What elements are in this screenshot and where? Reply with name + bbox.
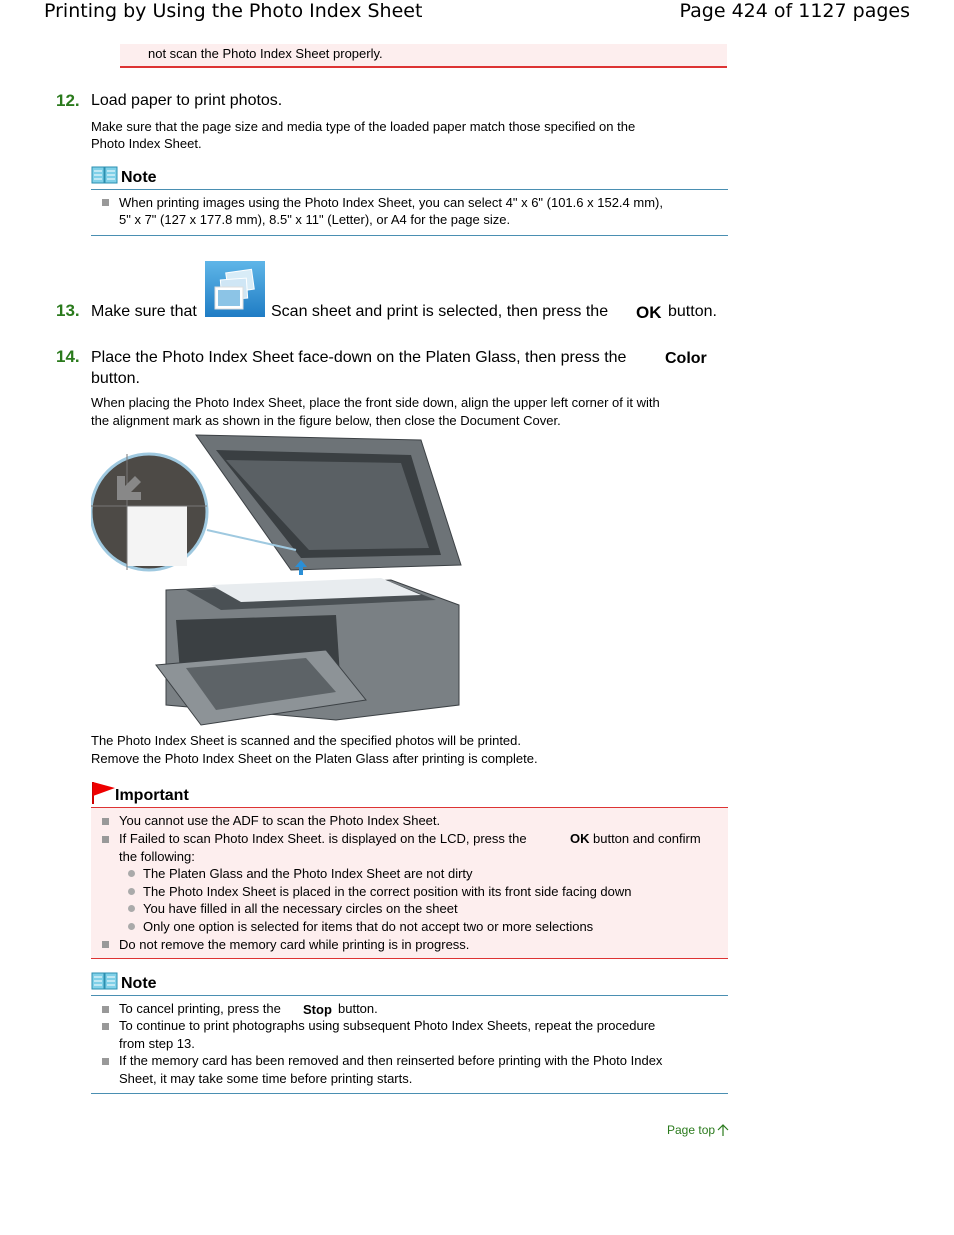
- note-1-line-2: 5" x 7" (127 x 177.8 mm), 8.5" x 11" (Letter), or A4 for the page size.: [119, 212, 511, 227]
- after-figure-line-2: Remove the Photo Index Sheet on the Platen Glass after printing is complete.: [91, 751, 538, 766]
- note-1-line-1: When printing images using the Photo Index Sheet, you can select 4" x 6" (101.6 x 152.4 mm),: [119, 195, 663, 210]
- note-2-item-1a: To cancel printing, press the: [119, 1001, 281, 1016]
- note-book-icon: [91, 971, 119, 991]
- square-bullet-icon: [102, 1006, 109, 1013]
- note-2-item-1b: button.: [338, 1001, 378, 1016]
- square-bullet-icon: [102, 818, 109, 825]
- scan-sheet-print-icon: [205, 261, 265, 317]
- ok-key-label: OK: [636, 303, 662, 322]
- square-bullet-icon: [102, 836, 109, 843]
- important-item-3: Do not remove the memory card while printing is in progress.: [119, 937, 470, 952]
- page-title: Printing by Using the Photo Index Sheet: [44, 0, 423, 22]
- note-book-icon: [91, 165, 119, 185]
- color-key-label: Color: [665, 350, 707, 367]
- page-top-link[interactable]: Page top: [667, 1123, 716, 1137]
- step-13-pre: Make sure that: [91, 303, 197, 320]
- note-1-top-rule: [91, 189, 728, 190]
- square-bullet-icon: [102, 1023, 109, 1030]
- step-14-line-2: button.: [91, 370, 140, 387]
- step-12-title: Load paper to print photos.: [91, 92, 283, 109]
- note-1-bottom-rule: [91, 235, 728, 236]
- note-2-item-3a: If the memory card has been removed and then reinserted before printing with the Photo Index: [119, 1053, 663, 1068]
- important-item-2a: If Failed to scan Photo Index Sheet. is displayed on the LCD, press the: [119, 831, 527, 846]
- important-sub-4: Only one option is selected for items that do not accept two or more selections: [143, 919, 594, 934]
- red-flag-icon: [91, 780, 117, 806]
- note-2-top-rule: [91, 995, 728, 996]
- step-13-end: button.: [668, 303, 717, 320]
- important-sub-2: The Photo Index Sheet is placed in the correct position with its front side facing down: [143, 884, 632, 899]
- note-2-bottom-rule: [91, 1093, 728, 1094]
- step-14-body-1: When placing the Photo Index Sheet, place the front side down, align the upper left corner of it with: [91, 395, 660, 410]
- stop-key-label: Stop: [303, 1002, 332, 1017]
- step-12-body-2: Photo Index Sheet.: [91, 136, 202, 151]
- important-item-2c: the following:: [119, 849, 195, 864]
- round-bullet-icon: [128, 923, 135, 930]
- printer-platen-figure: [91, 430, 471, 730]
- note-2-item-2a: To continue to print photographs using subsequent Photo Index Sheets, repeat the procedure: [119, 1018, 656, 1033]
- important-sub-1: The Platen Glass and the Photo Index Sheet are not dirty: [143, 866, 473, 881]
- arrow-up-icon[interactable]: [717, 1123, 729, 1137]
- step-13-post: Scan sheet and print is selected, then press the: [271, 303, 609, 320]
- important-heading: Important: [115, 787, 189, 804]
- round-bullet-icon: [128, 888, 135, 895]
- ok-key-label: OK: [570, 831, 590, 846]
- note-1-heading: Note: [121, 169, 157, 186]
- note-2-item-2b: from step 13.: [119, 1036, 195, 1051]
- important-tail-text: not scan the Photo Index Sheet properly.: [148, 46, 383, 61]
- after-figure-line-1: The Photo Index Sheet is scanned and the specified photos will be printed.: [91, 733, 522, 748]
- step-12-body-1: Make sure that the page size and media type of the loaded paper match those specified on the: [91, 119, 636, 134]
- step-14-number: 14.: [56, 347, 80, 366]
- square-bullet-icon: [102, 941, 109, 948]
- note-2-heading: Note: [121, 975, 157, 992]
- step-12-number: 12.: [56, 91, 80, 110]
- square-bullet-icon: [102, 199, 109, 206]
- note-2-item-3b: Sheet, it may take some time before printing starts.: [119, 1071, 413, 1086]
- important-sub-3: You have filled in all the necessary circles on the sheet: [143, 901, 458, 916]
- important-item-1: You cannot use the ADF to scan the Photo Index Sheet.: [119, 813, 441, 828]
- step-14-line-1: Place the Photo Index Sheet face-down on the Platen Glass, then press the: [91, 349, 627, 366]
- page-counter: Page 424 of 1127 pages: [679, 0, 910, 22]
- round-bullet-icon: [128, 870, 135, 877]
- step-14-body-2: the alignment mark as shown in the figure below, then close the Document Cover.: [91, 413, 561, 428]
- square-bullet-icon: [102, 1058, 109, 1065]
- important-item-2b: button and confirm: [593, 831, 701, 846]
- step-13-number: 13.: [56, 301, 80, 320]
- round-bullet-icon: [128, 905, 135, 912]
